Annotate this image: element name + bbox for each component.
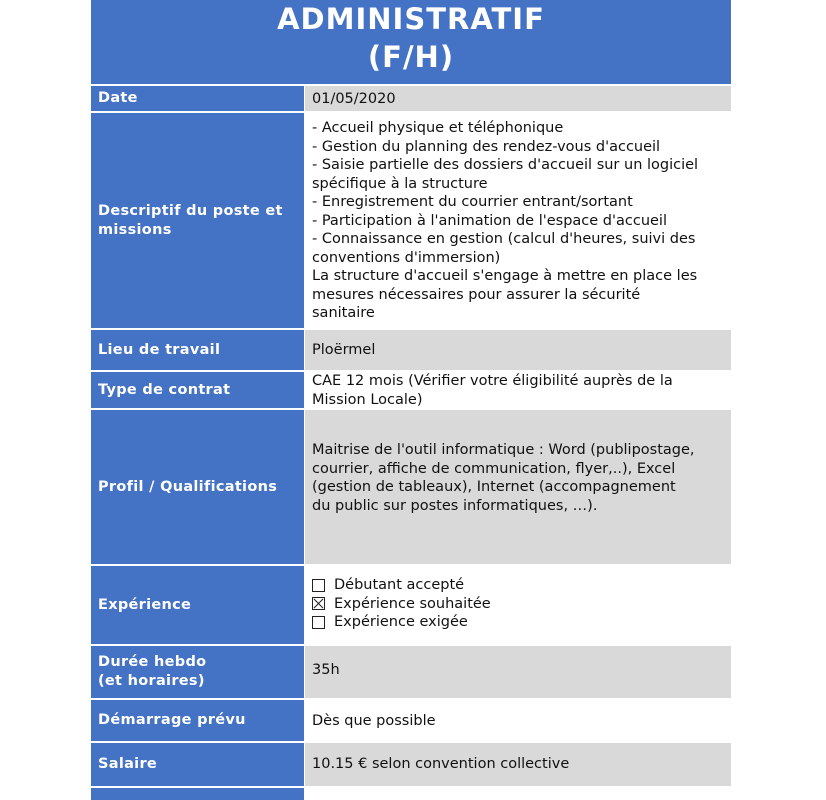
profil-label: Profil / Qualifications: [91, 410, 304, 564]
row-experience: [91, 566, 731, 644]
demarrage-label: Démarrage prévu: [91, 700, 304, 741]
descriptif-value: [305, 113, 731, 328]
job-title: ADMINISTRATIF: [277, 2, 545, 36]
contrat-line: Mission Locale): [312, 391, 423, 408]
demarrage-value: Dès que possible: [305, 700, 731, 741]
descriptif-line: sanitaire: [312, 305, 375, 321]
duree-label-line: (et horaires): [98, 673, 205, 689]
descriptif-label-line: missions: [98, 221, 172, 238]
duree-label: [91, 646, 304, 698]
row-duree: [91, 646, 731, 698]
lieu-value: Ploërmel: [305, 330, 731, 370]
experience-option[interactable]: [312, 576, 725, 595]
contrat-value: [305, 372, 731, 408]
row-salaire: [91, 743, 731, 786]
descriptif-line: - Enregistrement du courrier entrant/sortant: [312, 194, 633, 210]
profil-line: (gestion de tableaux), Internet (accompagnement: [312, 479, 676, 495]
experience-option[interactable]: [312, 595, 725, 614]
row-lieu: [91, 330, 731, 370]
descriptif-line: - Saisie partielle des dossiers d'accueil sur un logiciel: [312, 157, 699, 173]
date-label: Date: [91, 86, 304, 111]
experience-option[interactable]: [312, 613, 725, 632]
profil-line: courrier, affiche de communication, flyer,..), Excel: [312, 460, 676, 477]
experience-options: [305, 566, 731, 644]
row-demarrage: [91, 700, 731, 741]
salaire-value: 10.15 € selon convention collective: [305, 743, 731, 786]
descriptif-line: - Gestion du planning des rendez-vous d'accueil: [312, 138, 661, 155]
salaire-label: Salaire: [91, 743, 304, 786]
job-offer-sheet: [91, 0, 731, 800]
experience-option-label: Expérience souhaitée: [334, 595, 491, 612]
next-value: [305, 788, 731, 800]
job-title-banner: [91, 0, 731, 84]
date-value: 01/05/2020: [305, 86, 731, 111]
next-label: [91, 788, 304, 800]
experience-label: Expérience: [91, 566, 304, 644]
descriptif-line: spécifique à la structure: [312, 175, 488, 192]
row-descriptif: [91, 113, 731, 328]
duree-label-line: Durée hebdo: [98, 654, 207, 670]
row-date: [91, 86, 731, 111]
profil-line: Maitrise de l'outil informatique : Word (publipostage,: [312, 442, 695, 458]
checkbox-exigee[interactable]: [312, 616, 325, 629]
descriptif-line: La structure d'accueil s'engage à mettre en place les: [312, 268, 698, 284]
row-profil: [91, 410, 731, 564]
row-next-partial: [91, 788, 731, 800]
lieu-label: Lieu de travail: [91, 330, 304, 370]
job-title-gender: (F/H): [367, 40, 455, 74]
duree-value: 35h: [305, 646, 731, 698]
descriptif-line: - Connaissance en gestion (calcul d'heures, suivi des: [312, 231, 696, 247]
profil-value: [305, 410, 731, 564]
contrat-label: Type de contrat: [91, 372, 304, 408]
experience-option-label: Expérience exigée: [334, 614, 468, 630]
descriptif-line: conventions d'immersion): [312, 249, 501, 266]
checkbox-souhaitee[interactable]: [312, 597, 325, 610]
experience-option-label: Débutant accepté: [334, 577, 465, 593]
checkbox-debutant[interactable]: [312, 579, 325, 592]
descriptif-label-line: Descriptif du poste et: [98, 202, 283, 219]
profil-line: du public sur postes informatiques, …).: [312, 497, 598, 514]
row-contrat: [91, 372, 731, 408]
contrat-line: CAE 12 mois (Vérifier votre éligibilité auprès de la: [312, 373, 673, 389]
descriptif-line: mesures nécessaires pour assurer la sécurité: [312, 286, 641, 303]
descriptif-label: [91, 113, 304, 328]
descriptif-line: - Participation à l'animation de l'espace d'accueil: [312, 212, 667, 229]
descriptif-line: - Accueil physique et téléphonique: [312, 120, 564, 136]
